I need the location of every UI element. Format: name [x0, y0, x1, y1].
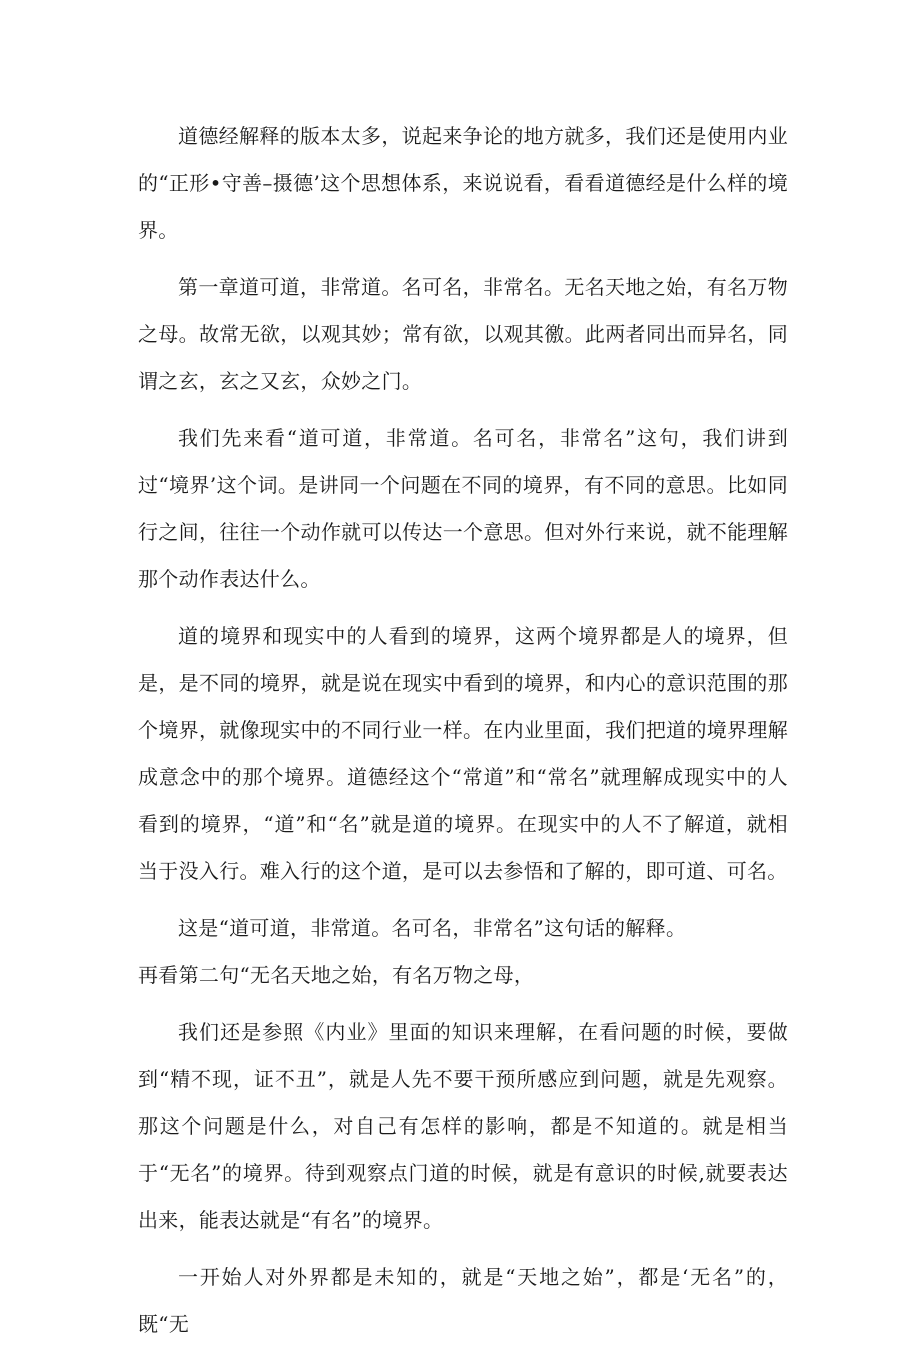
paragraph-chapter-one-text: 第一章道可道，非常道。名可名，非常名。无名天地之始，有名万物之母。故常无欲，以观其妙；常有欲，以观其徼。此两者同出而异名，同谓之玄，玄之又玄，众妙之门。: [138, 275, 788, 393]
paragraph-intro: 道德经解释的版本太多，说起来争论的地方就多，我们还是使用内业的“正形•守善–摄德’这个思想体系，来说说看，看看道德经是什么样的境界。: [138, 124, 788, 242]
paragraph-second-line-heading: 再看第二句“无名天地之始，有名万物之母，: [138, 963, 535, 987]
paragraph-beginning-unknown: 一开始人对外界都是未知的，就是“天地之始”，都是‘无名”的，既“无: [138, 1265, 788, 1336]
paragraph-neiye-reference: 我们还是参照《内业》里面的知识来理解，在看问题的时候，要做到“精不现，证不丑”，就是人先不要干预所感应到问题，就是先观察。那这个问题是什么，对自己有怎样的影响，都是不知道的。就是相当于“无名”的境界。待到观察点门道的时候，就是有意识的时候,就要表达出来，能表达就是“有名”的境界。: [138, 1020, 788, 1232]
document-body: [138, 113, 788, 1348]
paragraph-summary: 这是“道可道，非常道。名可名，非常名”这句话的解释。: [178, 916, 687, 940]
paragraph-first-line-explanation: 我们先来看“道可道，非常道。名可名，非常名”这句，我们讲到过“境界’这个词。是讲同一个问题在不同的境界，有不同的意思。比如同行之间，往往一个动作就可以传达一个意思。但对外行来说，就不能理解那个动作表达什么。: [138, 426, 788, 591]
paragraph-realms: 道的境界和现实中的人看到的境界，这两个境界都是人的境界，但是，是不同的境界，就是说在现实中看到的境界，和内心的意识范围的那个境界，就像现实中的不同行业一样。在内业里面，我们把道的境界理解成意念中的那个境界。道德经这个“常道”和“常名”就理解成现实中的人看到的境界，“道”和“名”就是道的境界。在现实中的人不了解道，就相当于没入行。难入行的这个道，是可以去参悟和了解的，即可道、可名。: [138, 624, 788, 883]
